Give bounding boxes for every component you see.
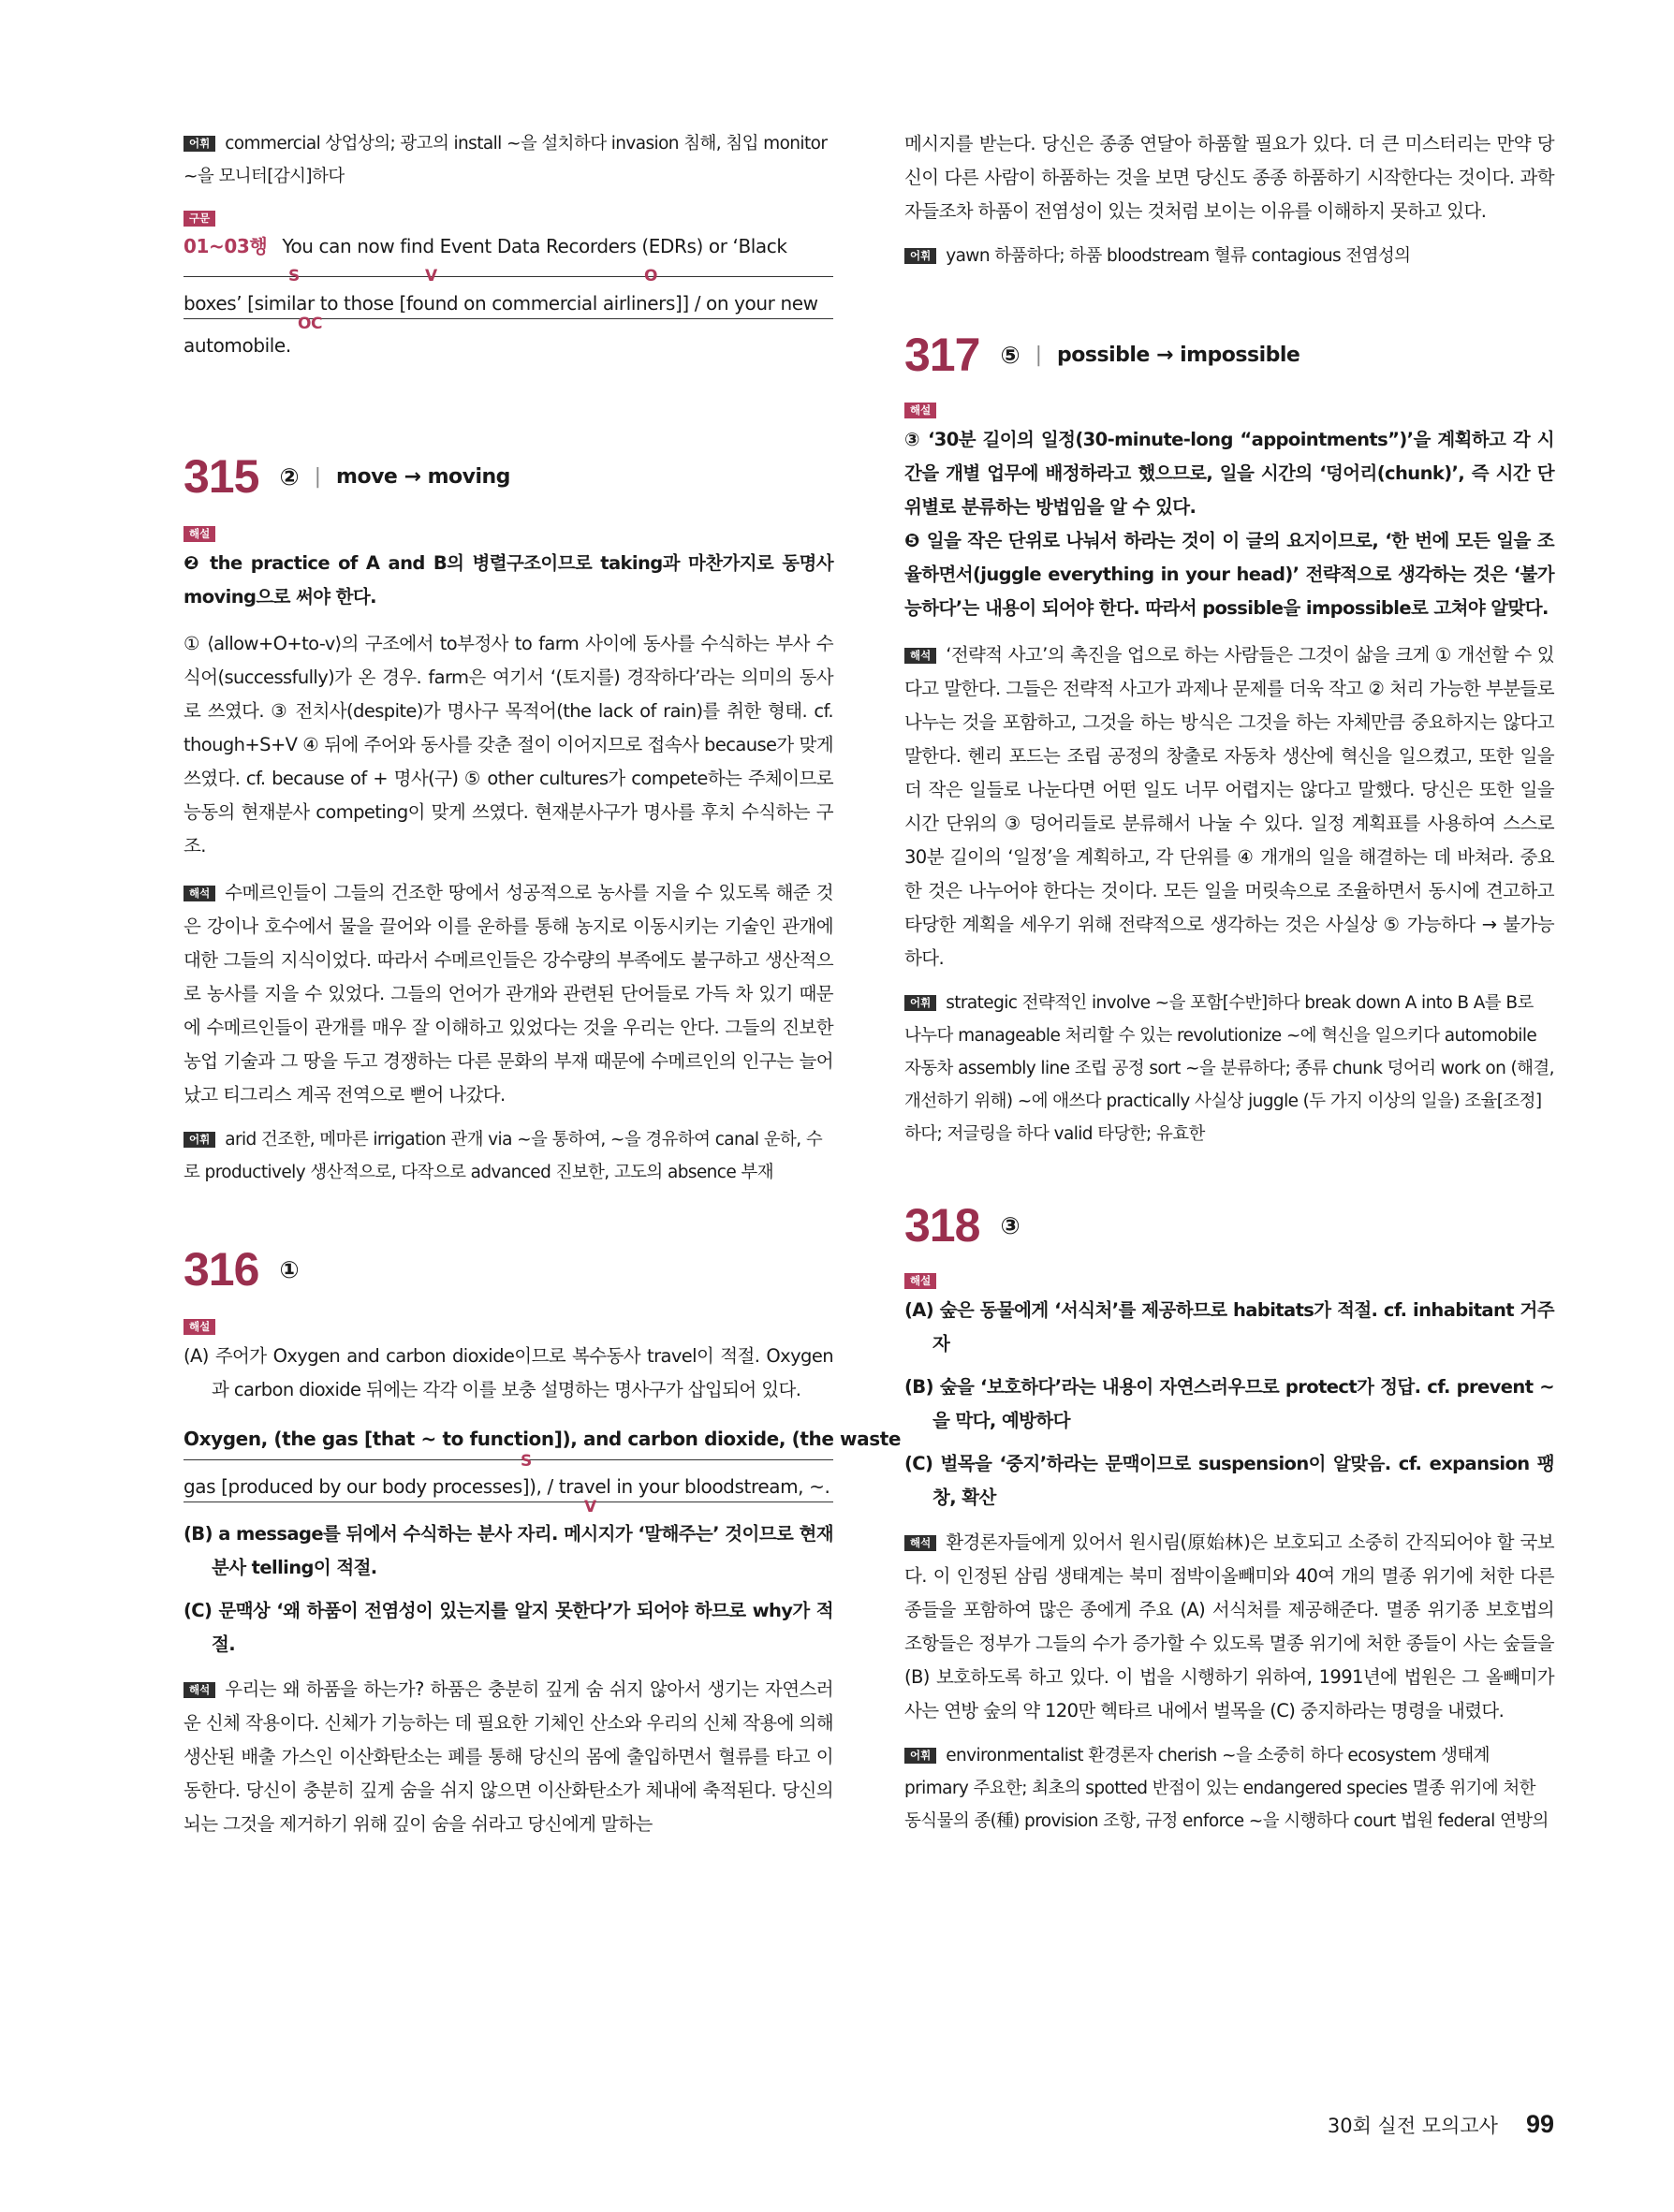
right-column	[904, 127, 1554, 1838]
tag-translation: 해석	[184, 1682, 215, 1698]
answer-number: ⑤	[1000, 341, 1021, 369]
tag-explain: 해설	[184, 1319, 215, 1335]
translation-text: ‘전략적 사고’의 촉진을 업으로 하는 사람들은 그것이 삶을 크게 ① 개선할 수 있다고 말한다. 그들은 전략적 사고가 과제나 문제를 더욱 작고 ② 처리 가능한 부분들로 나누는 것을 포함하고, 그것을 하는 방식은 그것을 하는 자체만큼 중요하지는 않다고 말한다. 헨리 포드는 조립 공정의 창출로 자동차 생산에 혁신을 일으켰고, 또한 일을 더 작은 일들로 나눈다면 어떤 일도 너무 어렵지는 않다고 말했다. 당신은 또한 일을 시간 단위의 ③ 덩어리들로 분류해서 나눌 수 있다. 일정 계획표를 사용하여 스스로 30분 길이의 ‘일정’을 계획하고, 각 단위를 ④ 개개의 일을 해결하는 데 바쳐라. 중요한 것은 나누어야 한다는 것이다. 모든 일을 머릿속으로 조율하면서 동시에 견고하고 타당한 계획을 세우기 위해 전략적으로 생각하는 것은 사실상 ⑤ 가능하다 → 불가능하다.	[904, 644, 1554, 969]
question-number: 317	[904, 329, 980, 381]
vocab-text: strategic 전략적인 involve ~을 포함[수반]하다 break down A into B A를 B로 나누다 manageable 처리할 수 있는 revolutionize ~에 혁신을 일으키다 automobile 자동차 assembly line 조립 공정 sort ~을 분류하다; 종류 chunk 덩어리 work on (해결, 개선하기 위해) ~에 애쓰다 practically 사실상 juggle (두 가지 이상의 일을) 조율[조정]하다; 저글링을 하다 valid 타당한; 유효한	[904, 993, 1554, 1144]
vocab-text: arid 건조한, 메마른 irrigation 관개 via ~을 통하여, ~을 경유하여 canal 운하, 수로 productively 생산적으로, 다작으로 advanced 진보한, 고도의 absence 부재	[184, 1130, 823, 1182]
footer-label: 30회 실전 모의고사	[1327, 2115, 1498, 2137]
explain-b: (B) 숲을 ‘보호하다’라는 내용이 자연스러우므로 protect가 정답. cf. prevent ~을 막다, 예방하다	[904, 1376, 1554, 1431]
tag-vocab: 어휘	[904, 1748, 936, 1764]
question-317	[904, 327, 1554, 1150]
syntax-text-1: Oxygen, (the gas [that ~ to function]), and carbon dioxide, (the waste	[184, 1428, 902, 1450]
label-v: V	[425, 267, 437, 286]
vocab-top-text: commercial 상업상의; 광고의 install ~을 설치하다 invasion 침해, 침입 monitor ~을 모니터[감시]하다	[184, 134, 828, 186]
translation	[184, 1673, 833, 1841]
tag-syntax: 구문	[184, 211, 215, 227]
label-oc: OC	[298, 315, 323, 333]
label-o: O	[644, 267, 658, 286]
syntax-text-3: automobile.	[184, 334, 291, 357]
vocab	[184, 1123, 833, 1189]
syntax-text-2: gas [produced by our body processes]), / travel in your bloodstream, ~.	[184, 1475, 830, 1498]
tag-explain: 해설	[904, 403, 936, 418]
answer-number: ③	[1000, 1211, 1021, 1239]
explain-b: (B) a message를 뒤에서 수식하는 분사 자리. 메시지가 ‘말해주는’ 것이므로 현재분사 telling이 적절.	[184, 1523, 833, 1578]
page-number: 99	[1525, 2110, 1554, 2138]
left-column	[184, 127, 902, 1841]
vocab-text: environmentalist 환경론자 cherish ~을 소중히 하다 ecosystem 생태계 primary 주요한; 최초의 spotted 반점이 있는 endangered species 멸종 위기에 처한 동식물의 종(種) provision 조항, 규정 enforce ~을 시행하다 court 법원 federal 연방의	[904, 1746, 1549, 1831]
explain-c: (C) 문맥상 ‘왜 하품이 전염성이 있는지를 알지 못한다’가 되어야 하므로 why가 적절.	[184, 1600, 833, 1655]
explain-a: (A) 숲은 동물에게 ‘서식처’를 제공하므로 habitats가 적절. cf. inhabitant 거주자	[904, 1299, 1554, 1355]
explain-p2: ❺ 일을 작은 단위로 나눠서 하라는 것이 이 글의 요지이므로, ‘한 번에 모든 일을 조율하면서(juggle everything in your head)’ 전략적으로 생각하는 것은 ‘불가능하다’는 내용이 되어야 한다. 따라서 possible을 impossible로 고쳐야 알맞다.	[904, 530, 1554, 619]
vocab-316	[904, 240, 1554, 272]
tag-translation: 해석	[904, 1535, 936, 1551]
explain-p1: ❷ the practice of A and B의 병렬구조이므로 taking과 마찬가지로 동명사 moving으로 써야 한다.	[184, 552, 833, 608]
syntax-line-2	[184, 277, 833, 333]
question-number: 315	[184, 450, 259, 503]
syntax-316	[184, 1416, 902, 1516]
answer-number: ①	[279, 1255, 300, 1283]
explain-p2: ① ⟨allow+O+to-v⟩의 구조에서 to부정사 to farm 사이에 동사를 수식하는 부사 수식어(successfully)가 온 경우. farm은 여기서 ‘(토지를) 경작하다’라는 의미의 동사로 쓰였다. ③ 전치사(despite)가 명사구 목적어(the lack of rain)를 취한 형태. cf. though+S+V ④ 뒤에 주어와 동사를 갖춘 절이 이어지므로 접속사 because가 맞게 쓰였다. cf. because of + 명사(구) ⑤ other cultures가 compete하는 주체이므로 능동의 현재분사 competing이 맞게 쓰였다. 현재분사구가 명사를 후치 수식하는 구조.	[184, 633, 833, 857]
translation	[904, 638, 1554, 975]
tag-vocab: 어휘	[904, 995, 936, 1011]
tag-vocab: 어휘	[184, 1132, 215, 1148]
answer-number: ②	[279, 462, 300, 491]
tag-vocab: 어휘	[904, 248, 936, 264]
answer-text: move → moving	[336, 464, 510, 489]
translation-continued: 메시지를 받는다. 당신은 종종 연달아 하품할 필요가 있다. 더 큰 미스터리는 만약 당신이 다른 사람이 하품하는 것을 보면 당신도 종종 하품하기 시작한다는 것이다. 과학자들조차 하품이 전염성이 있는 것처럼 보이는 이유를 이해하지 못하고 있다.	[904, 133, 1554, 222]
divider: |	[314, 464, 322, 489]
question-316	[184, 1241, 902, 1841]
syntax-text-1: You can now find Event Data Recorders (EDRs) or ‘Black	[282, 235, 787, 257]
syntax-line-1	[184, 233, 833, 286]
vocab	[904, 1739, 1554, 1838]
question-number: 316	[184, 1243, 259, 1296]
label-s: S	[521, 1452, 532, 1471]
translation-text: 우리는 왜 하품을 하는가? 하품은 충분히 깊게 숨 쉬지 않아서 생기는 자연스러운 신체 작용이다. 신체가 기능하는 데 필요한 기체인 산소와 우리의 신체 작용에 의해 생산된 배출 가스인 이산화탄소는 폐를 통해 당신의 몸에 출입하면서 혈류를 타고 이동한다. 당신이 충분히 깊게 숨을 쉬지 않으면 이산화탄소가 체내에 축적된다. 당신의 뇌는 그것을 제거하기 위해 깊이 숨을 쉬라고 당신에게 말하는	[184, 1678, 833, 1835]
tag-vocab: 어휘	[184, 136, 215, 152]
explain-c: (C) 벌목을 ‘중지’하라는 문맥이므로 suspension이 알맞음. cf. expansion 팽창, 확산	[904, 1453, 1554, 1508]
answer-text: possible → impossible	[1057, 343, 1300, 367]
translation	[184, 876, 833, 1112]
vocab-text: yawn 하품하다; 하품 bloodstream 혈류 contagious 전염성의	[946, 246, 1411, 266]
syntax-line-1	[184, 1416, 902, 1471]
tag-translation: 해석	[904, 648, 936, 664]
divider: |	[1035, 343, 1043, 367]
syntax-text-2: boxes’ [similar to those [found on commercial airliners]] / on your new	[184, 292, 818, 315]
syntax-line-label: 01~03행	[184, 235, 268, 257]
vocab	[904, 987, 1554, 1150]
tag-translation: 해석	[184, 886, 215, 901]
translation-text: 수메르인들이 그들의 건조한 땅에서 성공적으로 농사를 지을 수 있도록 해준 것은 강이나 호수에서 물을 끌어와 이를 운하를 통해 농지로 이동시키는 기술인 관개에 대한 그들의 지식이었다. 따라서 수메르인들은 강수량의 부족에도 불구하고 생산적으로 농사를 지을 수 있었다. 그들의 언어가 관개와 관련된 단어들로 가득 차 있기 때문에 수메르인들이 관개를 매우 잘 이해하고 있었다는 것을 우리는 안다. 그들의 진보한 농업 기술과 그 땅을 두고 경쟁하는 다른 문화의 부재 때문에 수메르인의 인구는 늘어났고 티그리스 계곡 전역으로 뻗어 나갔다.	[184, 882, 833, 1106]
syntax-line-2	[184, 1460, 833, 1516]
explain-p1: ③ ‘30분 길이의 일정(30-minute-long “appointments”)’을 계획하고 각 시간을 개별 업무에 배정하라고 했으므로, 일을 시간의 ‘덩어리(chunk)’, 즉 시간 단위별로 분류하는 방법임을 알 수 있다.	[904, 429, 1554, 518]
label-s: S	[288, 267, 300, 286]
explain-a: (A) 주어가 Oxygen and carbon dioxide이므로 복수동사 travel이 적절. Oxygen과 carbon dioxide 뒤에는 각각 이를 보충 설명하는 명사구가 삽입되어 있다.	[184, 1345, 833, 1400]
page-footer	[1328, 2110, 1554, 2139]
question-318	[904, 1197, 1554, 1838]
tag-explain: 해설	[184, 526, 215, 542]
tag-explain: 해설	[904, 1273, 936, 1289]
vocab-top	[184, 127, 833, 193]
translation-text: 환경론자들에게 있어서 원시림(原始林)은 보호되고 소중히 간직되어야 할 국보다. 이 인정된 삼림 생태계는 북미 점박이올빼미와 40여 개의 멸종 위기에 처한 다른 종들을 포함하여 많은 종에게 주요 (A) 서식처를 제공해준다. 멸종 위기종 보호법의 조항들은 정부가 그들의 수가 증가할 수 있도록 멸종 위기에 처한 종들이 사는 숲들을 (B) 보호하도록 하고 있다. 이 법을 시행하기 위하여, 1991년에 법원은 그 올빼미가 사는 연방 숲의 약 120만 헥타르 내에서 벌목을 (C) 중지하라는 명령을 내렸다.	[904, 1531, 1554, 1721]
label-v: V	[584, 1498, 596, 1516]
translation	[904, 1526, 1554, 1728]
question-number: 318	[904, 1199, 980, 1252]
question-315	[184, 448, 833, 1189]
syntax-block	[184, 210, 833, 359]
